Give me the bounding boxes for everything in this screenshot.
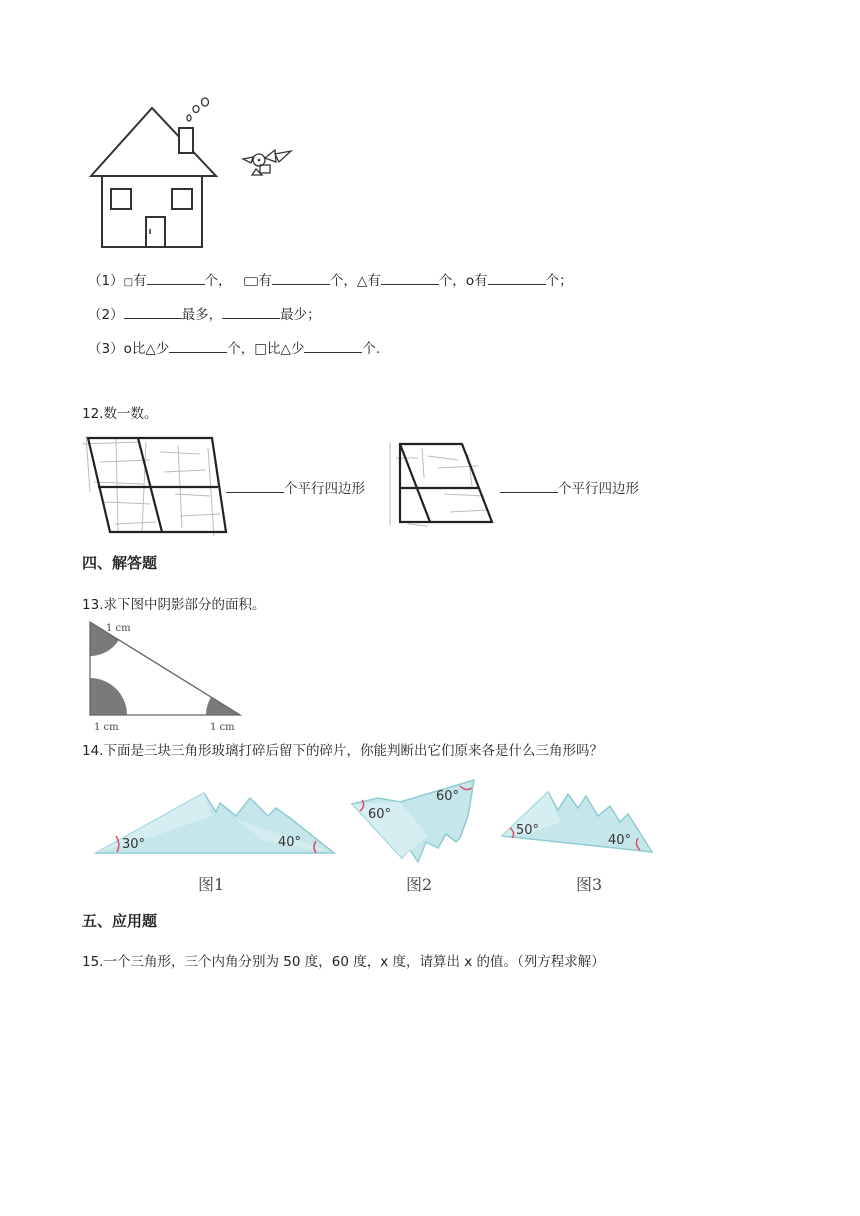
q11-line-2: （2） 最多， 最少；: [88, 307, 321, 323]
answer-blank[interactable]: [222, 305, 280, 319]
answer-blank[interactable]: [147, 271, 205, 285]
q12-answer-1: 个平行四边形: [226, 479, 365, 498]
house-door: [146, 217, 165, 247]
answer-blank[interactable]: [304, 339, 362, 353]
answer-blank[interactable]: [272, 271, 330, 285]
angle-label: 50°: [516, 823, 540, 838]
figure-caption: 图3: [576, 875, 603, 894]
angle-label: 40°: [278, 835, 302, 850]
parallelogram-figure-2: [388, 438, 500, 530]
smoke-icon: [186, 96, 212, 124]
bird-figure: [242, 145, 294, 177]
answer-blank[interactable]: [124, 305, 182, 319]
figure-caption: 图1: [198, 875, 225, 894]
q13-title: 13.求下图中阴影部分的面积。: [82, 597, 266, 613]
q14-title: 14.下面是三块三角形玻璃打碎后留下的碎片，你能判断出它们原来各是什么三角形吗？: [82, 743, 603, 759]
section-heading-4: 四、解答题: [82, 554, 158, 572]
q12-answer-2: 个平行四边形: [500, 479, 639, 498]
house-body: [102, 176, 202, 247]
angle-label: 40°: [608, 833, 632, 848]
answer-blank[interactable]: [500, 479, 558, 493]
angle-label: 60°: [436, 789, 460, 804]
figure-caption: 图2: [406, 875, 433, 894]
house-window-left: [111, 189, 131, 209]
answer-blank[interactable]: [381, 271, 439, 285]
section-heading-5: 五、应用题: [82, 912, 158, 930]
house-window-right: [172, 189, 192, 209]
angle-label: 30°: [122, 837, 146, 852]
label-left-cm: 1 cm: [94, 722, 119, 733]
label-right-cm: 1 cm: [210, 722, 235, 733]
glass-fragment-fig1: [94, 786, 336, 896]
label-top-cm: 1 cm: [106, 623, 131, 634]
glass-fragment-fig3: [498, 786, 658, 896]
q12-title: 12.数一数。: [82, 406, 158, 422]
parallelogram-figure-1: [80, 432, 230, 542]
answer-blank[interactable]: [226, 479, 284, 493]
q11-line-1: （1）□有 个， 有 个，△有 个，o有 个；: [88, 273, 573, 289]
angle-label: 60°: [368, 807, 392, 822]
shaded-triangle-figure: [86, 618, 246, 736]
q15-text: 15.一个三角形，三个内角分别为 50 度，60 度，x 度，请算出 x 的值。（列方程求解）: [82, 954, 605, 970]
house-chimney: [179, 128, 193, 153]
q11-line-3: （3）o比△少 个，□比△少 个.: [88, 341, 381, 357]
answer-blank[interactable]: [488, 271, 546, 285]
answer-blank[interactable]: [169, 339, 227, 353]
glass-fragment-fig2: [348, 776, 484, 896]
rounded-rect-icon: [244, 277, 258, 286]
